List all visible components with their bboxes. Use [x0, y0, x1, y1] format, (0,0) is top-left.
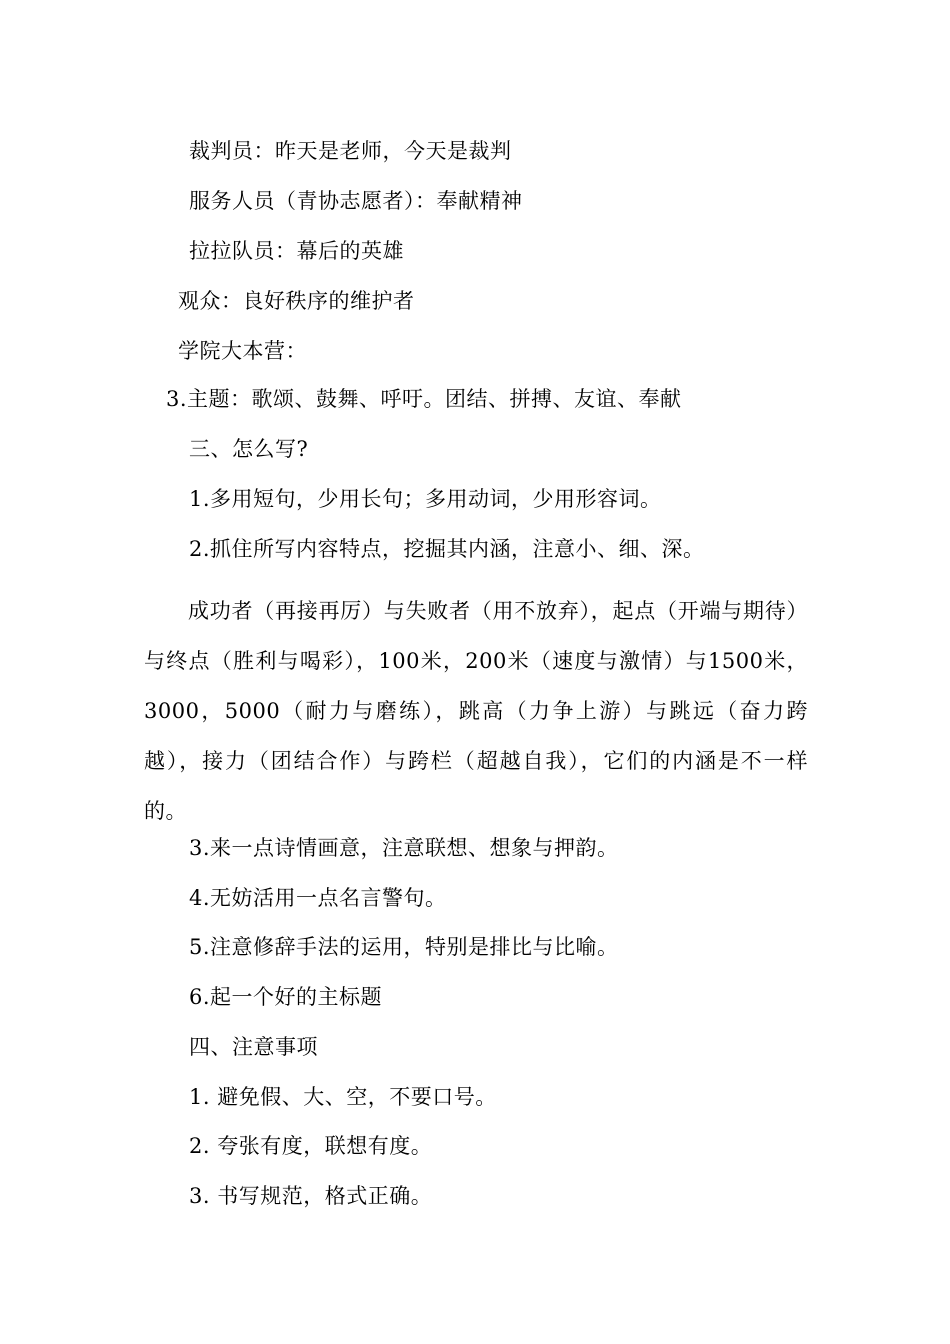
tip-quotes: 4.无妨活用一点名言警句。 [189, 886, 447, 910]
tip-features: 2.抓住所写内容特点，挖掘其内涵，注意小、细、深。 [189, 537, 705, 561]
section-how-to-write-heading: 三、怎么写? [189, 437, 309, 461]
note-format: 3. 书写规范，格式正确。 [189, 1184, 433, 1208]
tip-short-sentences: 1.多用短句，少用长句；多用动词，少用形容词。 [189, 487, 662, 511]
theme-line: 3.主题：歌颂、鼓舞、呼吁。团结、拼搏、友谊、奉献 [166, 387, 682, 411]
note-avoid-empty: 1. 避免假、大、空，不要口号。 [189, 1085, 497, 1109]
section-notes-heading: 四、注意事项 [189, 1035, 318, 1059]
referee-line: 裁判员：昨天是老师，今天是裁判 [189, 139, 512, 163]
college-camp-line: 学院大本营： [178, 339, 307, 363]
tip-poetic: 3.来一点诗情画意，注意联想、想象与押韵。 [189, 836, 619, 860]
note-moderation: 2. 夸张有度，联想有度。 [189, 1134, 433, 1158]
audience-line: 观众：良好秩序的维护者 [178, 289, 415, 313]
tip-title: 6.起一个好的主标题 [189, 985, 383, 1009]
connotation-paragraph: 成功者（再接再厉）与失败者（用不放弃），起点（开端与期待）与终点（胜利与喝彩），100米，200米（速度与激情）与1500米，3000，5000（耐力与磨练），跳高（力争上游）与跳远（奋力跨越），接力（团结合作）与跨栏（超越自我），它们的内涵是不一样的。 [144, 599, 808, 823]
cheerleader-line: 拉拉队员：幕后的英雄 [189, 239, 404, 263]
service-staff-line: 服务人员（青协志愿者）：奉献精神 [189, 189, 523, 213]
tip-rhetoric: 5.注意修辞手法的运用，特别是排比与比喻。 [189, 935, 619, 959]
